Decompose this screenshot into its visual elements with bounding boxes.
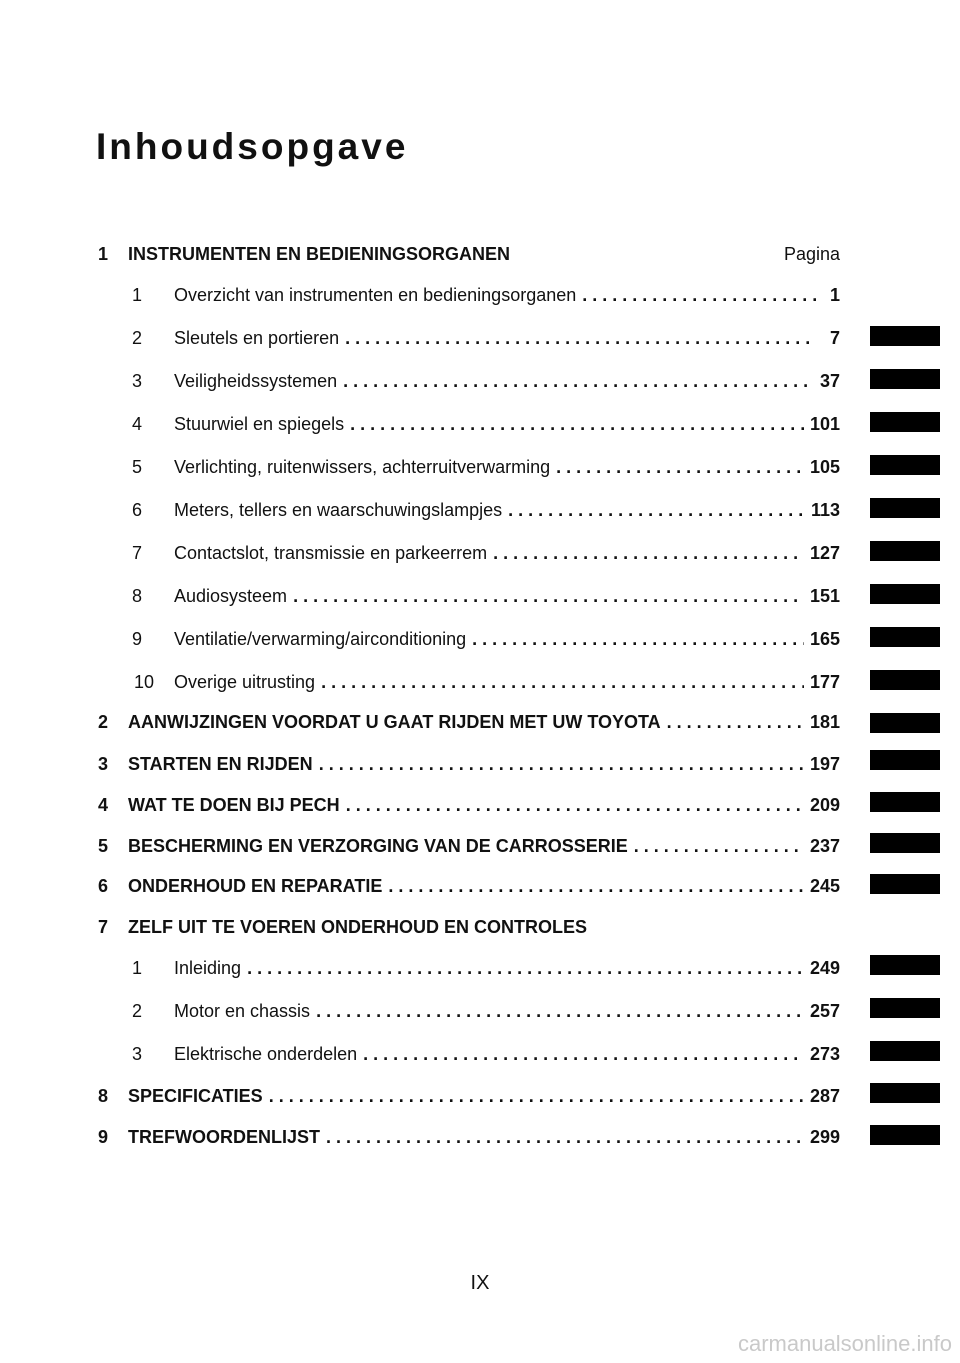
toc-page-number: 237 [809,836,840,856]
section-thumb-tab [870,792,940,812]
toc-page-number: 151 [809,586,840,606]
toc-page-number: 197 [809,754,840,774]
toc-section-row[interactable] [98,629,840,653]
section-thumb-tab [870,369,940,389]
toc-label: ONDERHOUD EN REPARATIE [128,876,383,896]
section-thumb-tab [870,1083,940,1103]
toc-section-row[interactable] [98,371,840,395]
toc-number: 3 [98,754,109,774]
toc-number: 4 [98,795,109,815]
toc-label: INSTRUMENTEN EN BEDIENINGSORGANEN [128,244,511,264]
toc-label: STARTEN EN RIJDEN [128,754,313,774]
toc-section-row[interactable] [98,672,840,696]
toc-page-number: 209 [809,795,840,815]
dot-leader [319,754,804,775]
watermark: carmanualsonline.info [737,1331,952,1356]
section-thumb-tab [870,1125,940,1145]
toc-section-row[interactable] [98,414,840,438]
toc-page-number: 165 [809,629,840,649]
section-thumb-tab [870,541,940,561]
section-thumb-tab [870,874,940,894]
section-thumb-tab [870,584,940,604]
dot-leader [508,500,805,521]
toc-label: TREFWOORDENLIJST [128,1127,320,1147]
toc-page-number: 299 [809,1127,840,1147]
toc-section-row[interactable] [98,500,840,524]
section-thumb-tab [870,955,940,975]
toc-number: 6 [131,500,142,520]
toc-label: BESCHERMING EN VERZORGING VAN DE CARROSSERIE [128,836,628,856]
toc-chapter-row[interactable] [98,836,840,860]
toc-label: Inleiding [174,958,242,978]
toc-label: Ventilatie/verwarming/airconditioning [174,629,467,649]
dot-leader [388,876,804,897]
toc-page-number: 7 [829,328,840,348]
toc-page-number: 101 [809,414,840,434]
toc-page-number: Pagina [783,244,840,264]
section-thumb-tab [870,498,940,518]
section-thumb-tab [870,326,940,346]
dot-leader [582,285,816,306]
toc-number: 7 [131,543,142,563]
toc-number: 8 [131,586,142,606]
toc-page-number: 37 [819,371,840,391]
toc-page-number: 1 [829,285,840,305]
dot-leader [667,712,804,733]
toc-number: 1 [98,244,109,264]
toc-label: SPECIFICATIES [128,1086,263,1106]
section-thumb-tab [870,1041,940,1061]
dot-leader [326,1127,804,1148]
dot-leader [293,586,804,607]
toc-section-row[interactable] [98,457,840,481]
toc-number: 9 [131,629,142,649]
toc-chapter-row[interactable] [98,1086,840,1110]
dot-leader [247,958,804,979]
toc-label: Veiligheidssystemen [174,371,338,391]
toc-page-number: 245 [809,876,840,896]
section-thumb-tab [870,455,940,475]
toc-label: Sleutels en portieren [174,328,340,348]
toc-number: 10 [133,672,154,692]
toc-number: 8 [98,1086,109,1106]
toc-page-number: 273 [809,1044,840,1064]
section-thumb-tab [870,670,940,690]
dot-leader [634,836,804,857]
toc-label: Meters, tellers en waarschuwingslampjes [174,500,503,520]
section-thumb-tab [870,750,940,770]
toc-page-number: 127 [809,543,840,563]
toc-page-number: 287 [809,1086,840,1106]
toc-label: ZELF UIT TE VOEREN ONDERHOUD EN CONTROLES [128,917,588,937]
toc-chapter-row[interactable] [98,754,840,778]
toc-section-row[interactable] [98,586,840,610]
toc-number: 4 [131,414,142,434]
toc-number: 3 [131,1044,142,1064]
toc-section-row[interactable] [98,328,840,352]
toc-label: Overzicht van instrumenten en bedieningsorganen [174,285,577,305]
section-thumb-tab [870,412,940,432]
toc-number: 2 [131,1001,142,1021]
toc-number: 2 [98,712,109,732]
toc-chapter-row[interactable] [98,795,840,819]
dot-leader [316,1001,804,1022]
section-thumb-tab [870,833,940,853]
toc-label: Audiosysteem [174,586,288,606]
toc-number: 1 [131,958,142,978]
dot-leader [346,795,804,816]
toc-number: 5 [98,836,109,856]
toc-page-number: 113 [810,500,840,520]
page-number: IX [470,1272,490,1294]
toc-label: AANWIJZINGEN VOORDAT U GAAT RIJDEN MET UW TOYOTA [128,712,661,732]
dot-leader [321,672,804,693]
toc-number: 3 [131,371,142,391]
toc-chapter-row[interactable] [98,917,840,941]
toc-page-number: 177 [809,672,840,692]
toc-number: 5 [131,457,142,477]
toc-page-number: 249 [809,958,840,978]
toc-chapter-row[interactable] [98,244,840,268]
dot-leader [472,629,804,650]
dot-leader [363,1044,804,1065]
toc-number: 7 [98,917,109,937]
toc-number: 2 [131,328,142,348]
section-thumb-tab [870,713,940,733]
dot-leader [343,371,814,392]
toc-section-row[interactable] [98,1001,840,1025]
toc-chapter-row[interactable] [98,712,840,736]
toc-label: Verlichting, ruitenwissers, achterruitverwarming [174,457,551,477]
toc-label: Elektrische onderdelen [174,1044,358,1064]
dot-leader [350,414,804,435]
toc-chapter-row[interactable] [98,876,840,900]
toc-label: WAT TE DOEN BIJ PECH [128,795,340,815]
toc-number: 9 [98,1127,109,1147]
toc-label: Motor en chassis [174,1001,311,1021]
dot-leader [345,328,816,349]
toc-section-row[interactable] [98,285,840,309]
section-thumb-tab [870,998,940,1018]
dot-leader [556,457,804,478]
toc-chapter-row[interactable] [98,1127,840,1151]
toc-label: Overige uitrusting [174,672,316,692]
page-title: Inhoudsopgave [96,126,409,167]
toc-section-row[interactable] [98,1044,840,1068]
toc-section-row[interactable] [98,958,840,982]
toc-label: Contactslot, transmissie en parkeerrem [174,543,488,563]
toc-number: 1 [131,285,142,305]
toc-page-number: 105 [809,457,840,477]
toc-number: 6 [98,876,109,896]
toc-page-number: 257 [809,1001,840,1021]
toc-label: Stuurwiel en spiegels [174,414,345,434]
toc-page-number: 181 [809,712,840,732]
dot-leader [269,1086,804,1107]
section-thumb-tab [870,627,940,647]
dot-leader [493,543,804,564]
toc-section-row[interactable] [98,543,840,567]
